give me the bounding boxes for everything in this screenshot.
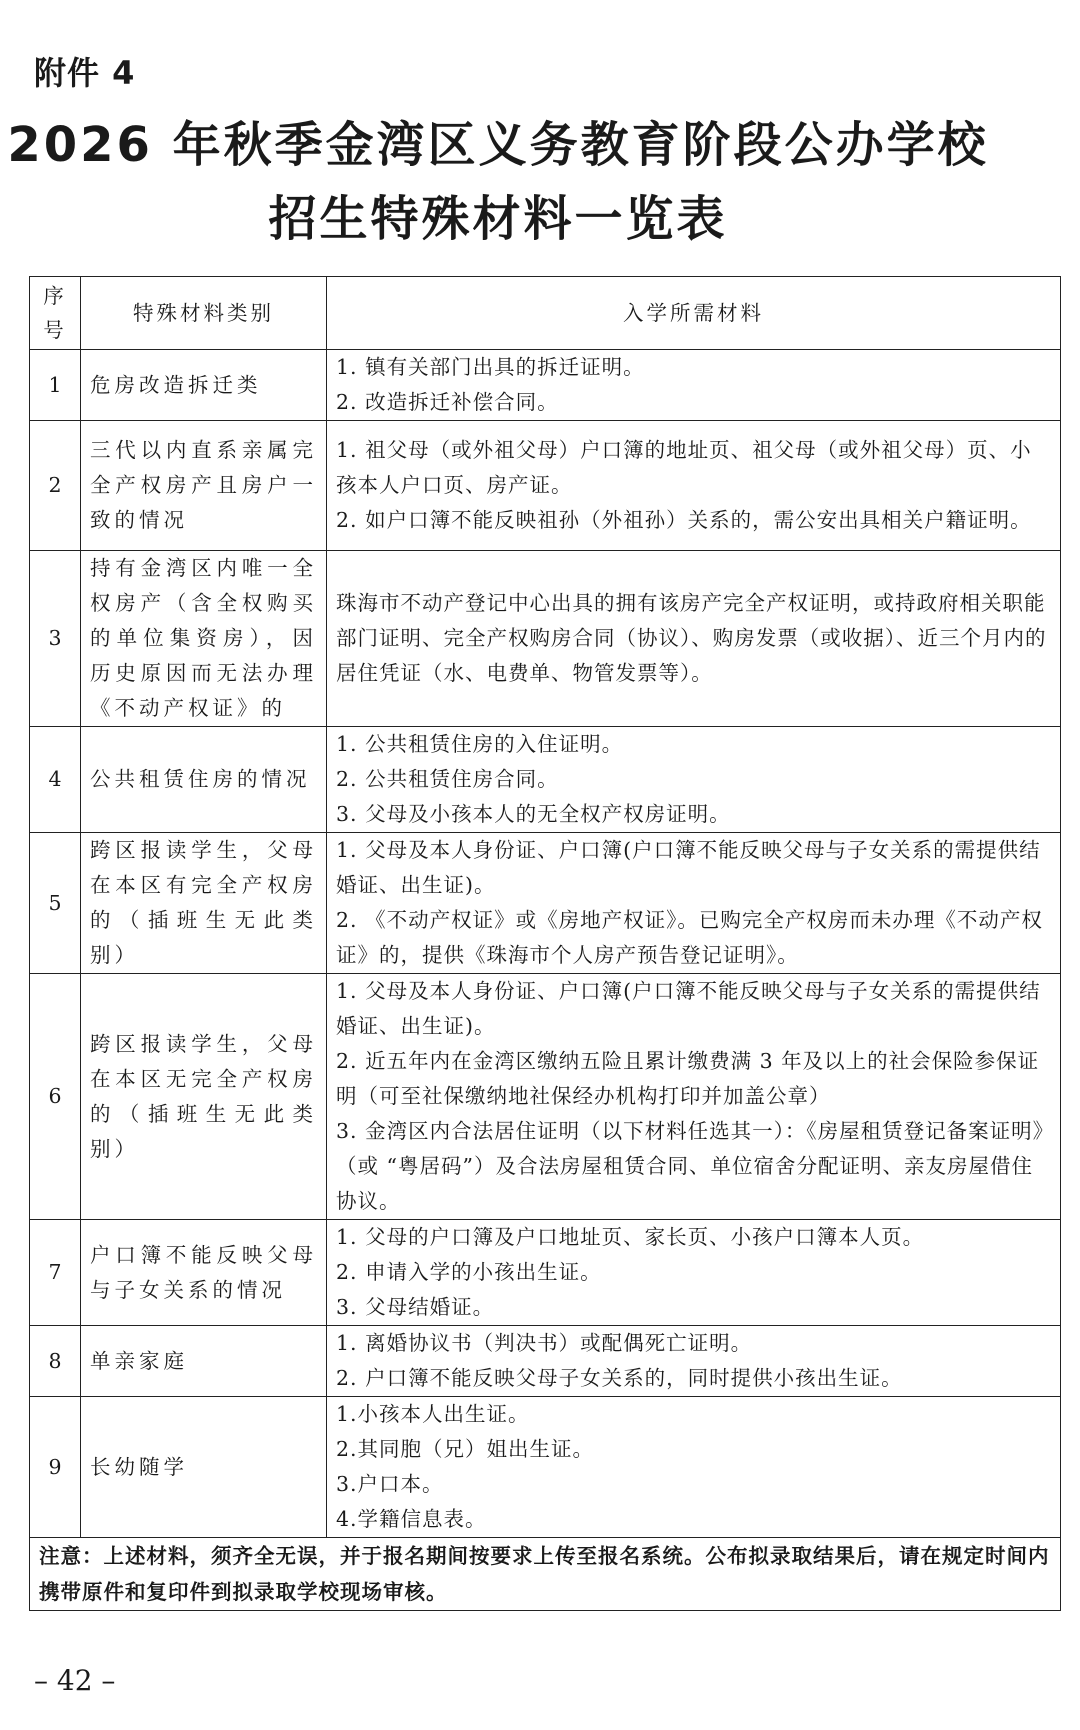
requirement-item: 1. 镇有关部门出具的拆迁证明。 (336, 355, 645, 379)
requirement-item: 2. 如户口簿不能反映祖孙（外祖孙）关系的，需公安出具相关户籍证明。 (336, 508, 1032, 532)
page-title-line2: 招生特殊材料一览表 (268, 191, 728, 247)
table-row (30, 727, 1061, 833)
table-row (30, 551, 1061, 727)
page-title-line1: 2026 年秋季金湾区义务教育阶段公办学校 (7, 117, 989, 173)
requirement-item: 2. 《不动产权证》或《房地产权证》。已购完全产权房而未办理《不动产权证》的，提供《珠海市个人房产预告登记证明》。 (336, 908, 1043, 967)
note-text: 注意：上述材料，须齐全无误，并于报名期间按要求上传至报名系统。公布拟录取结果后，请在规定时间内携带原件和复印件到拟录取学校现场审核。 (30, 1538, 1061, 1611)
requirement-item: 2.其同胞（兄）姐出生证。 (336, 1437, 595, 1461)
row-requirements (327, 727, 1061, 833)
requirement-item: 1. 公共租赁住房的入住证明。 (336, 732, 624, 756)
table-body (30, 350, 1061, 1538)
requirement-item: 2. 改造拆迁补偿合同。 (336, 390, 559, 414)
row-category: 危房改造拆迁类 (81, 350, 327, 421)
requirement-item: 2. 户口簿不能反映父母子女关系的，同时提供小孩出生证。 (336, 1366, 903, 1390)
note-row (30, 1538, 1061, 1611)
requirement-item: 2. 公共租赁住房合同。 (336, 767, 559, 791)
requirement-item: 3. 父母及小孩本人的无全权产权房证明。 (336, 802, 731, 826)
row-category: 持有金湾区内唯一全权房产（含全权购买的单位集资房），因历史原因而无法办理《不动产权证》的 (81, 551, 327, 727)
row-category: 户口簿不能反映父母与子女关系的情况 (81, 1220, 327, 1326)
row-seq: 5 (30, 833, 81, 974)
table-row (30, 1220, 1061, 1326)
row-requirements (327, 350, 1061, 421)
row-seq: 7 (30, 1220, 81, 1326)
row-requirements (327, 1326, 1061, 1397)
row-requirements (327, 974, 1061, 1220)
materials-table (29, 276, 1061, 1611)
table-row (30, 421, 1061, 551)
row-seq: 8 (30, 1326, 81, 1397)
seq-column-header (30, 277, 81, 350)
row-category: 单亲家庭 (81, 1326, 327, 1397)
table-row (30, 1397, 1061, 1538)
row-seq: 9 (30, 1397, 81, 1538)
row-seq: 6 (30, 974, 81, 1220)
seq-header-line2: 号 (43, 318, 67, 342)
row-seq: 2 (30, 421, 81, 551)
requirement-item: 3. 父母结婚证。 (336, 1295, 495, 1319)
requirement-item: 2. 申请入学的小孩出生证。 (336, 1260, 602, 1284)
seq-header-line1: 序 (43, 284, 67, 308)
table-row (30, 833, 1061, 974)
requirement-item: 3.户口本。 (336, 1472, 444, 1496)
table-row (30, 974, 1061, 1220)
row-requirements (327, 1397, 1061, 1538)
row-category: 跨区报读学生，父母在本区有完全产权房的（插班生无此类别） (81, 833, 327, 974)
requirement-item: 珠海市不动产登记中心出具的拥有该房产完全产权证明，或持政府相关职能部门证明、完全产权购房合同（协议）、购房发票（或收据）、近三个月内的居住凭证（水、电费单、物管发票等）。 (336, 591, 1047, 685)
row-seq: 4 (30, 727, 81, 833)
table-header-row (30, 277, 1061, 350)
requirement-item: 1. 父母及本人身份证、户口簿(户口簿不能反映父母与子女关系的需提供结婚证、出生证)。 (336, 838, 1041, 897)
requirement-item: 1. 父母及本人身份证、户口簿(户口簿不能反映父母与子女关系的需提供结婚证、出生证)。 (336, 979, 1041, 1038)
requirement-item: 2. 近五年内在金湾区缴纳五险且累计缴费满 3 年及以上的社会保险参保证明（可至社保缴纳地社保经办机构打印并加盖公章） (336, 1049, 1040, 1108)
row-seq: 3 (30, 551, 81, 727)
requirement-item: 1. 离婚协议书（判决书）或配偶死亡证明。 (336, 1331, 753, 1355)
row-category: 公共租赁住房的情况 (81, 727, 327, 833)
row-category: 长幼随学 (81, 1397, 327, 1538)
row-category: 三代以内直系亲属完全产权房产且房户一致的情况 (81, 421, 327, 551)
requirement-item: 3. 金湾区内合法居住证明（以下材料任选其一）：《房屋租赁登记备案证明》（或 “粤居码”）及合法房屋租赁合同、单位宿舍分配证明、亲友房屋借住协议。 (336, 1119, 1044, 1213)
requirement-item: 1. 祖父母（或外祖父母）户口簿的地址页、祖父母（或外祖父母）页、小孩本人户口页、房产证。 (336, 438, 1032, 497)
requirement-item: 4.学籍信息表。 (336, 1507, 487, 1531)
requirements-column-header: 入学所需材料 (327, 277, 1061, 350)
page-number: – 42 – (34, 1664, 116, 1697)
row-seq: 1 (30, 350, 81, 421)
row-category: 跨区报读学生，父母在本区无完全产权房的（插班生无此类别） (81, 974, 327, 1220)
row-requirements (327, 833, 1061, 974)
requirement-item: 1. 父母的户口簿及户口地址页、家长页、小孩户口簿本人页。 (336, 1225, 925, 1249)
row-requirements (327, 551, 1061, 727)
table-row (30, 1326, 1061, 1397)
row-requirements (327, 1220, 1061, 1326)
row-requirements (327, 421, 1061, 551)
requirement-item: 1.小孩本人出生证。 (336, 1402, 530, 1426)
category-column-header: 特殊材料类别 (81, 277, 327, 350)
table-row (30, 350, 1061, 421)
attachment-label: 附件 4 (34, 54, 136, 92)
